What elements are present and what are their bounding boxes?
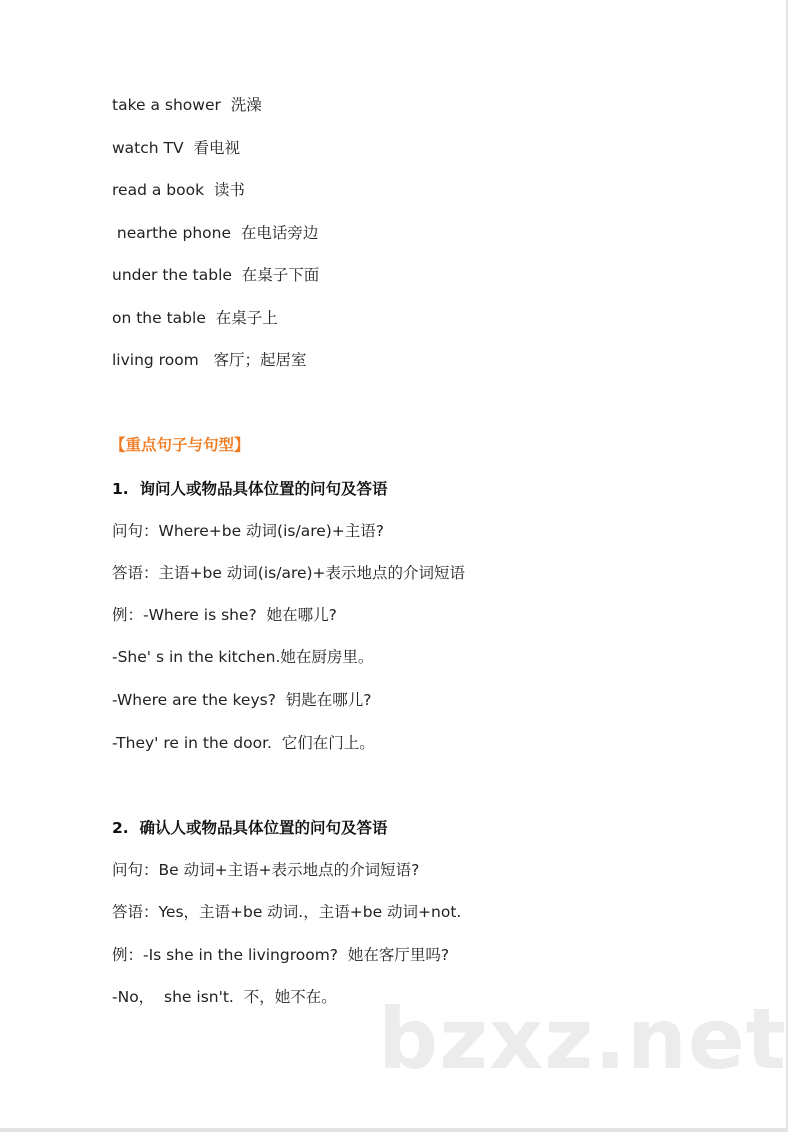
part2-line: -No， she isn't. 不，她不在。: [112, 988, 337, 1006]
part1-line: -Where are the keys? 钥匙在哪儿?: [112, 691, 372, 709]
watermark: bzxz.net: [378, 990, 787, 1088]
part2-line: 问句：Be 动词+主语+表示地点的介词短语?: [112, 861, 420, 879]
vocab-item: nearthe phone 在电话旁边: [112, 224, 319, 242]
vocab-item: read a book 读书: [112, 181, 245, 199]
part1-heading: 1. 询问人或物品具体位置的问句及答语: [112, 480, 388, 498]
vocab-item: on the table 在桌子上: [112, 309, 278, 327]
part1-line: -She' s in the kitchen.她在厨房里。: [112, 648, 374, 666]
vocab-item: living room 客厅；起居室: [112, 351, 307, 369]
part1-line: 例：-Where is she? 她在哪儿?: [112, 606, 337, 624]
part2-heading: 2. 确认人或物品具体位置的问句及答语: [112, 819, 388, 837]
part2-line: 答语：Yes，主语+be 动词.，主语+be 动词+not.: [112, 903, 462, 921]
section-title: 【重点句子与句型】: [110, 436, 250, 454]
vocab-item: watch TV 看电视: [112, 139, 240, 157]
part1-line: 答语：主语+be 动词(is/are)+表示地点的介词短语: [112, 564, 466, 582]
part1-line: 问句：Where+be 动词(is/are)+主语?: [112, 522, 385, 540]
vocab-item: take a shower 洗澡: [112, 96, 262, 114]
part2-line: 例：-Is she in the livingroom? 她在客厅里吗?: [112, 946, 450, 964]
vocab-item: under the table 在桌子下面: [112, 266, 320, 284]
part1-line: -They' re in the door. 它们在门上。: [112, 734, 375, 752]
